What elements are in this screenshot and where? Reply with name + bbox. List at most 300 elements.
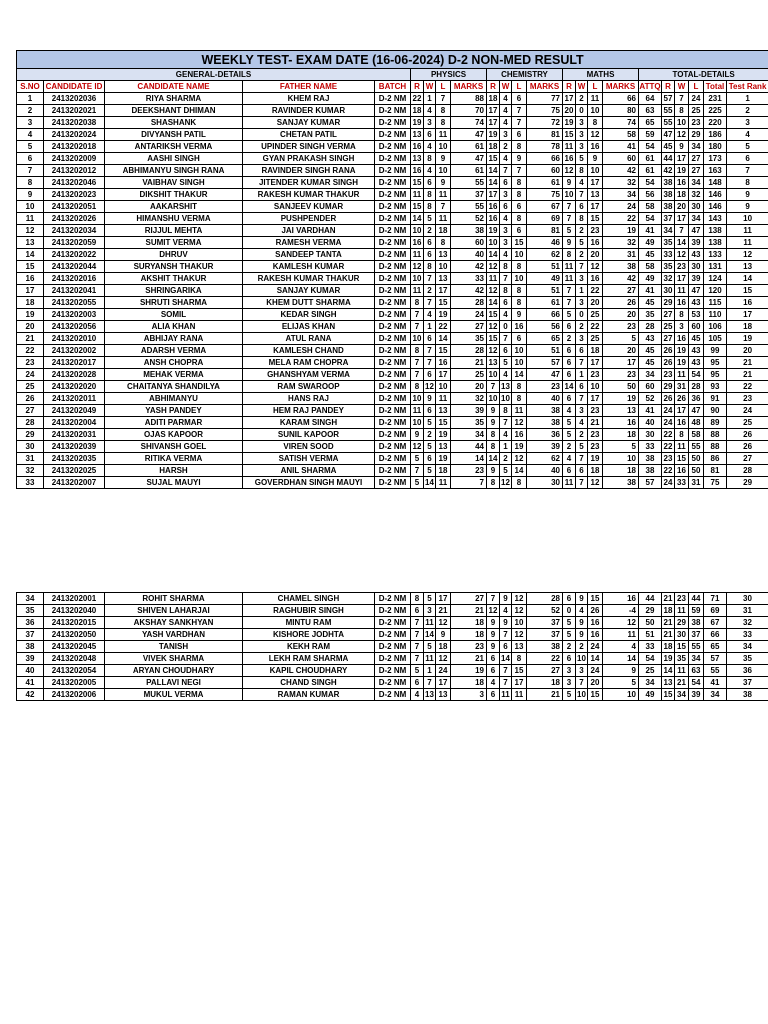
- table-cell: 18: [603, 429, 639, 441]
- table-cell: 35: [675, 653, 689, 665]
- table-cell: 7: [576, 477, 588, 489]
- table-cell: 7: [563, 201, 576, 213]
- table-cell: 40: [17, 665, 44, 677]
- table-cell: 61: [527, 297, 563, 309]
- table-row: [17, 465, 768, 477]
- table-cell: 27: [451, 321, 487, 333]
- table-cell: 8: [576, 213, 588, 225]
- table-row: [17, 165, 768, 177]
- table-cell: 10: [512, 345, 527, 357]
- table-cell: 21: [436, 605, 451, 617]
- table-cell: 30: [639, 429, 662, 441]
- table-cell: 23: [603, 369, 639, 381]
- table-cell: 26: [662, 345, 675, 357]
- table-cell: 36: [527, 429, 563, 441]
- table-cell: 11: [675, 369, 689, 381]
- column-header: Test Rank: [727, 81, 768, 93]
- table-cell: 27: [451, 593, 487, 605]
- group-physics: PHYSICS: [411, 69, 487, 81]
- table-cell: CHAND SINGH: [243, 677, 375, 689]
- table-cell: 6: [424, 405, 436, 417]
- table-cell: RAVINDER KUMAR: [243, 105, 375, 117]
- table-cell: 143: [704, 213, 727, 225]
- table-cell: 24: [588, 641, 603, 653]
- table-cell: 71: [704, 593, 727, 605]
- table-cell: D-2 NM: [375, 405, 411, 417]
- table-cell: 34: [689, 177, 704, 189]
- table-cell: 7: [411, 357, 424, 369]
- table-cell: 8: [424, 153, 436, 165]
- table-cell: 2: [424, 429, 436, 441]
- table-cell: 47: [689, 285, 704, 297]
- table-cell: 9: [436, 629, 451, 641]
- table-cell: 6: [487, 665, 500, 677]
- table-cell: MELA RAM CHOPRA: [243, 357, 375, 369]
- table-cell: 77: [527, 93, 563, 105]
- table-row: [17, 153, 768, 165]
- table-cell: 22: [411, 93, 424, 105]
- table-cell: 44: [689, 593, 704, 605]
- table-cell: 3: [675, 321, 689, 333]
- table-cell: 13: [17, 237, 44, 249]
- table-cell: D-2 NM: [375, 593, 411, 605]
- table-cell: 14: [588, 653, 603, 665]
- table-cell: 38: [603, 477, 639, 489]
- table-cell: 3: [563, 665, 576, 677]
- table-cell: 69: [704, 605, 727, 617]
- table-cell: 56: [527, 321, 563, 333]
- table-cell: 18: [603, 465, 639, 477]
- table-cell: 19: [512, 441, 527, 453]
- table-cell: 38: [527, 405, 563, 417]
- table-cell: 2413202009: [44, 153, 105, 165]
- table-cell: 12: [501, 477, 510, 487]
- table-cell: 3: [424, 117, 436, 129]
- table-cell: 2413202006: [44, 689, 105, 701]
- table-cell: 110: [704, 309, 727, 321]
- table-cell: 2413202051: [44, 201, 105, 213]
- table-cell: 35: [662, 237, 675, 249]
- table-cell: 18: [662, 641, 675, 653]
- table-cell: 9: [563, 237, 576, 249]
- table-cell: 9: [411, 429, 424, 441]
- table-cell: YASH VARDHAN: [105, 629, 243, 641]
- table-cell: 7: [487, 593, 500, 605]
- table-cell: 31: [727, 605, 768, 617]
- table-cell: 16: [675, 417, 689, 429]
- table-cell: KAMLESH KUMAR: [243, 261, 375, 273]
- table-cell: 41: [704, 677, 727, 689]
- table-cell: 138: [704, 237, 727, 249]
- table-cell: 60: [527, 165, 563, 177]
- table-cell: 5: [424, 441, 436, 453]
- table-cell: KAPIL CHOUDHARY: [243, 665, 375, 677]
- table-cell: 10: [512, 357, 527, 369]
- table-cell: 88: [704, 441, 727, 453]
- table-cell: 26: [17, 393, 44, 405]
- table-cell: 12: [588, 129, 603, 141]
- table-cell: D-2 NM: [375, 93, 411, 105]
- table-cell: 33: [451, 273, 487, 285]
- table-cell: 14: [425, 629, 434, 639]
- table-cell: 57: [527, 357, 563, 369]
- table-cell: 17: [17, 285, 44, 297]
- table-cell: D-2 NM: [375, 629, 411, 641]
- table-cell: 55: [689, 641, 704, 653]
- table-row: [17, 93, 768, 105]
- table-cell: 4: [563, 405, 576, 417]
- table-cell: 10: [436, 381, 451, 393]
- table-cell: 17: [675, 153, 689, 165]
- table-cell: D-2 NM: [375, 441, 411, 453]
- table-cell: 41: [603, 141, 639, 153]
- table-cell: 12: [727, 249, 768, 261]
- table-cell: 19: [675, 345, 689, 357]
- table-cell: 7: [675, 225, 689, 237]
- table-cell: 33: [727, 629, 768, 641]
- table-cell: D-2 NM: [375, 653, 411, 665]
- column-header: R: [411, 81, 424, 93]
- table-cell: 2413202031: [44, 429, 105, 441]
- table-cell: 30: [17, 441, 44, 453]
- table-cell: 61: [451, 141, 487, 153]
- table-cell: 3: [576, 117, 588, 129]
- table-cell: 38: [662, 189, 675, 201]
- table-cell: 3: [424, 605, 436, 617]
- table-cell: 6: [424, 249, 436, 261]
- table-cell: 12: [588, 477, 603, 489]
- table-cell: 8: [424, 201, 436, 213]
- table-cell: 2413202026: [44, 213, 105, 225]
- table-cell: ABHIMANYU SINGH RANA: [105, 165, 243, 177]
- table-cell: 15: [588, 593, 603, 605]
- table-cell: 15: [588, 689, 603, 701]
- table-cell: D-2 NM: [375, 297, 411, 309]
- table-cell: 38: [527, 417, 563, 429]
- table-cell: 39: [17, 653, 44, 665]
- table-cell: 17: [675, 405, 689, 417]
- table-cell: DIKSHIT THAKUR: [105, 189, 243, 201]
- table-cell: 12: [487, 321, 500, 333]
- table-cell: 14: [436, 333, 451, 345]
- table-cell: 49: [639, 237, 662, 249]
- table-cell: 19: [436, 453, 451, 465]
- table-cell: 6: [576, 201, 588, 213]
- table-cell: ROHIT SHARMA: [105, 593, 243, 605]
- table-cell: 21: [451, 653, 487, 665]
- table-cell: 7: [424, 297, 436, 309]
- table-cell: 8: [487, 477, 500, 489]
- table-cell: 13: [662, 677, 675, 689]
- table-cell: 21: [662, 593, 675, 605]
- table-row: [17, 117, 768, 129]
- table-row: [17, 641, 768, 653]
- table-cell: 19: [411, 117, 424, 129]
- table-cell: 8: [411, 593, 424, 605]
- table-cell: 55: [704, 665, 727, 677]
- table-cell: 10: [588, 165, 603, 177]
- table-cell: 57: [704, 653, 727, 665]
- table-cell: 2413202056: [44, 321, 105, 333]
- table-cell: 8: [512, 213, 527, 225]
- table-row: [17, 141, 768, 153]
- table-cell: 5: [424, 417, 436, 429]
- table-row: [17, 237, 768, 249]
- table-cell: 37: [527, 629, 563, 641]
- table-cell: 81: [527, 129, 563, 141]
- table-cell: 9: [436, 153, 451, 165]
- table-row: [17, 429, 768, 441]
- table-cell: 35: [662, 261, 675, 273]
- table-cell: 11: [436, 393, 451, 405]
- table-cell: 12: [675, 129, 689, 141]
- table-cell: 3: [500, 237, 512, 249]
- table-cell: 2413202021: [44, 105, 105, 117]
- table-cell: 18: [588, 465, 603, 477]
- table-cell: 69: [527, 213, 563, 225]
- table-cell: 1: [424, 321, 436, 333]
- table-cell: SHASHANK: [105, 117, 243, 129]
- table-cell: 52: [639, 393, 662, 405]
- table-row: [17, 477, 768, 489]
- table-row: [17, 405, 768, 417]
- table-cell: 12: [512, 605, 527, 617]
- table-cell: 11: [563, 273, 576, 285]
- table-row: [17, 665, 768, 677]
- table-cell: 4: [500, 605, 512, 617]
- table-cell: 10: [588, 105, 603, 117]
- table-cell: 7: [576, 677, 588, 689]
- table-cell: HIMANSHU VERMA: [105, 213, 243, 225]
- table-cell: 10: [411, 333, 424, 345]
- table-cell: 38: [639, 465, 662, 477]
- table-cell: 6: [576, 345, 588, 357]
- table-cell: PUSHPENDER: [243, 213, 375, 225]
- table-cell: 50: [689, 453, 704, 465]
- table-cell: 5: [563, 225, 576, 237]
- table-cell: 18: [727, 321, 768, 333]
- table-cell: 2: [563, 441, 576, 453]
- table-cell: KARAM SINGH: [243, 417, 375, 429]
- table-cell: 5: [576, 153, 588, 165]
- table-cell: 11: [411, 189, 424, 201]
- table-cell: 55: [662, 117, 675, 129]
- table-cell: 133: [704, 249, 727, 261]
- table-cell: 40: [451, 249, 487, 261]
- table-cell: 17: [588, 201, 603, 213]
- table-cell: 25: [727, 417, 768, 429]
- table-cell: 5: [563, 629, 576, 641]
- table-cell: 8: [512, 653, 527, 665]
- table-cell: 28: [527, 593, 563, 605]
- table-cell: 5: [424, 641, 436, 653]
- table-cell: 29: [639, 605, 662, 617]
- table-cell: 4: [424, 309, 436, 321]
- table-cell: 0: [500, 321, 512, 333]
- table-cell: 86: [704, 453, 727, 465]
- table-cell: 10: [411, 273, 424, 285]
- table-cell: 42: [451, 285, 487, 297]
- table-cell: 5: [563, 417, 576, 429]
- table-cell: CHETAN PATIL: [243, 129, 375, 141]
- table-cell: 4: [500, 249, 512, 261]
- table-cell: 58: [639, 261, 662, 273]
- table-cell: 30: [689, 201, 704, 213]
- table-cell: 17: [675, 213, 689, 225]
- table-cell: 2413202010: [44, 333, 105, 345]
- table-cell: ANTARIKSH VERMA: [105, 141, 243, 153]
- table-cell: 10: [727, 213, 768, 225]
- table-cell: 7: [512, 105, 527, 117]
- table-cell: 7: [500, 677, 512, 689]
- column-header: BATCH: [375, 81, 411, 93]
- table-cell: 146: [704, 201, 727, 213]
- table-cell: 75: [527, 189, 563, 201]
- column-header: R: [563, 81, 576, 93]
- table-cell: 15: [436, 417, 451, 429]
- table-cell: 31: [17, 453, 44, 465]
- table-cell: 47: [689, 405, 704, 417]
- table-cell: 16: [675, 297, 689, 309]
- results-body-page-1: [17, 93, 768, 489]
- table-cell: 12: [487, 285, 500, 297]
- table-cell: 18: [487, 93, 500, 105]
- table-cell: 28: [689, 381, 704, 393]
- table-cell: 14: [411, 213, 424, 225]
- table-cell: D-2 NM: [375, 453, 411, 465]
- table-cell: 7: [563, 285, 576, 297]
- table-cell: 17: [436, 285, 451, 297]
- table-row: [17, 677, 768, 689]
- table-cell: 2413202054: [44, 665, 105, 677]
- table-cell: 13: [436, 405, 451, 417]
- table-cell: 49: [639, 273, 662, 285]
- table-cell: 4: [576, 177, 588, 189]
- table-cell: 42: [17, 689, 44, 701]
- table-cell: 19: [563, 117, 576, 129]
- table-cell: 12: [425, 381, 434, 391]
- table-cell: 14: [487, 453, 500, 465]
- table-cell: 5: [563, 429, 576, 441]
- table-cell: 8: [436, 117, 451, 129]
- table-cell: 54: [639, 213, 662, 225]
- table-cell: 2413202001: [44, 593, 105, 605]
- table-cell: 10: [563, 189, 576, 201]
- table-cell: 17: [487, 105, 500, 117]
- table-cell: 29: [17, 429, 44, 441]
- table-cell: 12: [563, 165, 576, 177]
- table-cell: 10: [512, 617, 527, 629]
- table-cell: 6: [563, 345, 576, 357]
- table-cell: 32: [689, 189, 704, 201]
- table-cell: 35: [639, 309, 662, 321]
- table-row: [17, 321, 768, 333]
- table-cell: 7: [436, 93, 451, 105]
- table-cell: 2413202017: [44, 357, 105, 369]
- table-cell: 15: [563, 129, 576, 141]
- table-cell: 62: [527, 453, 563, 465]
- table-cell: 51: [527, 345, 563, 357]
- table-cell: 120: [704, 285, 727, 297]
- table-cell: D-2 NM: [375, 345, 411, 357]
- table-cell: 6: [500, 177, 512, 189]
- table-cell: 5: [411, 477, 424, 489]
- table-cell: 9: [563, 177, 576, 189]
- table-cell: 18: [527, 677, 563, 689]
- table-cell: D-2 NM: [375, 333, 411, 345]
- table-cell: 99: [704, 345, 727, 357]
- table-cell: 7: [576, 453, 588, 465]
- table-cell: 19: [662, 653, 675, 665]
- table-cell: 10: [411, 393, 424, 405]
- table-cell: 65: [527, 333, 563, 345]
- table-cell: 19: [603, 225, 639, 237]
- table-cell: 15: [588, 213, 603, 225]
- table-cell: 55: [662, 105, 675, 117]
- table-cell: 19: [727, 333, 768, 345]
- table-cell: 27: [527, 665, 563, 677]
- table-cell: 231: [704, 93, 727, 105]
- table-row: [17, 653, 768, 665]
- table-cell: D-2 NM: [375, 369, 411, 381]
- table-cell: D-2 NM: [375, 225, 411, 237]
- table-cell: 17: [727, 309, 768, 321]
- table-cell: RAKESH KUMAR THAKUR: [243, 273, 375, 285]
- table-cell: D-2 NM: [375, 465, 411, 477]
- table-cell: 37: [662, 213, 675, 225]
- table-cell: 11: [411, 249, 424, 261]
- table-cell: 10: [588, 381, 603, 393]
- table-cell: DEEKSHANT DHIMAN: [105, 105, 243, 117]
- table-cell: 2413202015: [44, 617, 105, 629]
- table-cell: KISHORE JODHTA: [243, 629, 375, 641]
- table-cell: 17: [588, 357, 603, 369]
- table-cell: 89: [704, 417, 727, 429]
- table-cell: 8: [436, 105, 451, 117]
- table-cell: 11: [603, 629, 639, 641]
- table-cell: 4: [576, 417, 588, 429]
- table-cell: 2: [576, 641, 588, 653]
- table-cell: 2: [727, 105, 768, 117]
- table-cell: 32: [727, 617, 768, 629]
- table-cell: 2: [424, 285, 436, 297]
- table-cell: 23: [588, 369, 603, 381]
- table-cell: 38: [17, 641, 44, 653]
- table-cell: 39: [689, 237, 704, 249]
- table-cell: SATISH VERMA: [243, 453, 375, 465]
- table-cell: 12: [603, 617, 639, 629]
- table-cell: 33: [17, 477, 44, 489]
- table-cell: 38: [689, 617, 704, 629]
- table-cell: 5: [411, 453, 424, 465]
- table-cell: 43: [689, 297, 704, 309]
- table-cell: 21: [451, 605, 487, 617]
- table-cell: 7: [500, 665, 512, 677]
- table-cell: 7: [727, 165, 768, 177]
- table-row: [17, 177, 768, 189]
- table-cell: 41: [639, 405, 662, 417]
- table-cell: 26: [662, 393, 675, 405]
- table-cell: 14: [487, 297, 500, 309]
- table-cell: 5: [563, 617, 576, 629]
- table-cell: 24: [17, 369, 44, 381]
- table-cell: 41: [639, 225, 662, 237]
- table-cell: 24: [662, 417, 675, 429]
- table-cell: 26: [675, 393, 689, 405]
- table-cell: 39: [527, 441, 563, 453]
- table-cell: 47: [527, 369, 563, 381]
- table-cell: 2413202048: [44, 653, 105, 665]
